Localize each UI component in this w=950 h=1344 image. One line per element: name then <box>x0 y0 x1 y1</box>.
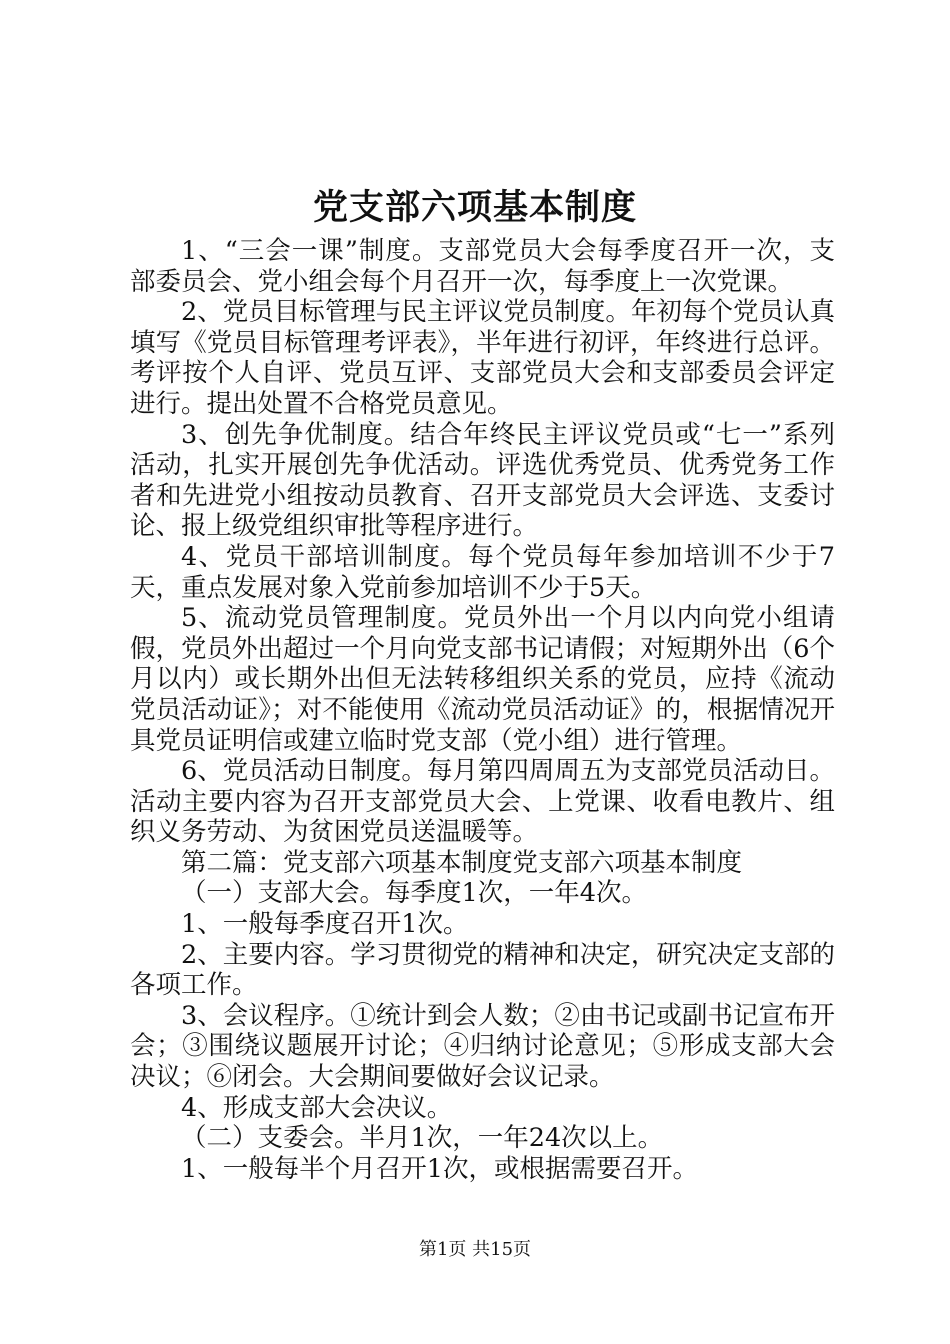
paragraph-3: 3、创先争优制度。结合年终民主评议党员或“七一”系列活动，扎实开展创先争优活动。评选优秀党员、优秀党务工作者和先进党小组按动员教育、召开支部党员大会评选、支委讨论、报上级党组织审批等程序进行。 <box>130 419 835 542</box>
document-title: 党支部六项基本制度 <box>312 187 637 228</box>
paragraph-7: 1、一般每季度召开1次。 <box>181 909 469 940</box>
subsection-heading-2: （二）支委会。半月1次，一年24次以上。 <box>181 1123 664 1154</box>
paragraph-5: 5、流动党员管理制度。党员外出一个月以内向党小组请假，党员外出超过一个月向党支部书记请假；对短期外出（6个月以内）或长期外出但无法转移组织关系的党员，应持《流动党员活动证》；对不能使用《流动党员活动证》的，根据情况开具党员证明信或建立临时党支部（党小组）进行管理。 <box>130 603 835 756</box>
document-body <box>130 236 835 1184</box>
paragraph-4: 4、党员干部培训制度。每个党员每年参加培训不少于7天，重点发展对象入党前参加培训不少于5天。 <box>130 541 835 603</box>
section-heading-2: 第二篇：党支部六项基本制度党支部六项基本制度 <box>181 847 743 878</box>
subsection-heading-1: （一）支部大会。每季度1次，一年4次。 <box>181 878 647 909</box>
paragraph-9: 3、会议程序。①统计到会人数；②由书记或副书记宣布开会；③围绕议题展开讨论；④归纳讨论意见；⑤形成支部大会决议；⑥闭会。大会期间要做好会议记录。 <box>130 1000 835 1093</box>
paragraph-10: 4、形成支部大会决议。 <box>181 1092 453 1123</box>
paragraph-6: 6、党员活动日制度。每月第四周周五为支部党员活动日。活动主要内容为召开支部党员大会、上党课、收看电教片、组织义务劳动、为贫困党员送温暖等。 <box>130 756 835 848</box>
paragraph-2: 2、党员目标管理与民主评议党员制度。年初每个党员认真填写《党员目标管理考评表》，半年进行初评，年终进行总评。考评按个人自评、党员互评、支部党员大会和支部委员会评定进行。提出处置不合格党员意见。 <box>130 297 835 419</box>
paragraph-1: 1、“三会一课”制度。支部党员大会每季度召开一次，支部委员会、党小组会每个月召开一次，每季度上一次党课。 <box>130 236 835 297</box>
page-number-footer: 第1页 共15页 <box>418 1239 532 1260</box>
paragraph-8: 2、主要内容。学习贯彻党的精神和决定，研究决定支部的各项工作。 <box>130 939 835 1001</box>
paragraph-11: 1、一般每半个月召开1次，或根据需要召开。 <box>181 1153 698 1184</box>
